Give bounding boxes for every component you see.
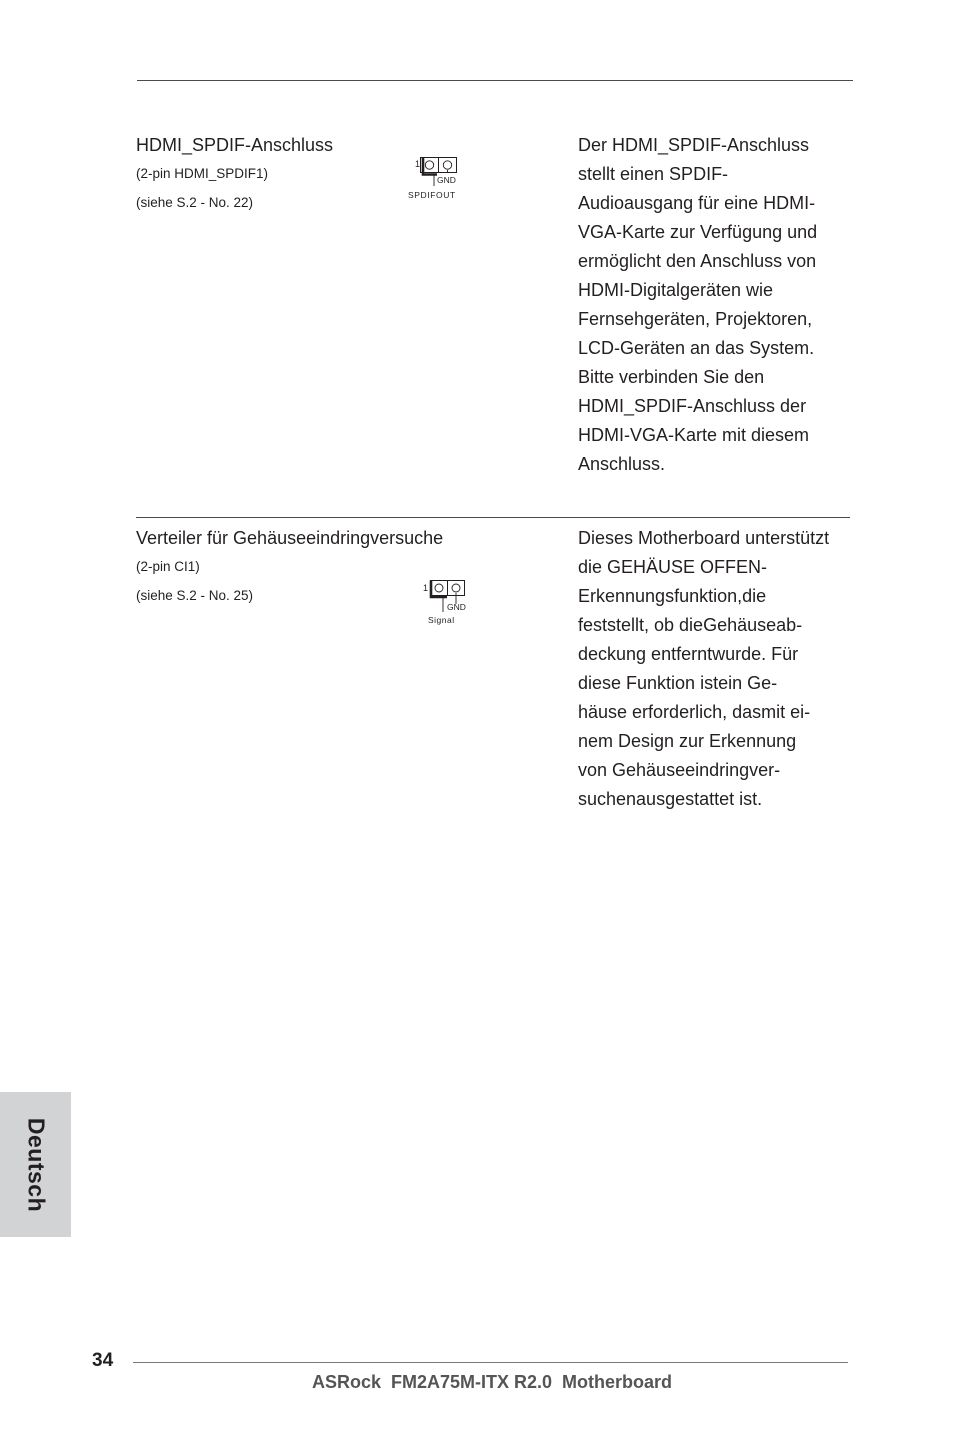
description-line: häuse erforderlich, dasmit ei- <box>578 702 811 722</box>
footer-rule <box>133 1362 848 1363</box>
chassis-intrusion-header-diagram <box>420 575 490 627</box>
description-line: diese Funktion istein Ge- <box>578 673 778 693</box>
description-line: deckung entferntwurde. Für <box>578 644 799 664</box>
gnd-label: GND <box>447 602 466 612</box>
page-number: 34 <box>92 1350 114 1371</box>
description-line: Der HDMI_SPDIF-Anschluss <box>578 135 810 155</box>
description-line: Anschluss. <box>578 454 666 474</box>
top-rule <box>137 80 853 81</box>
section-description <box>578 524 868 814</box>
connector-pin-1 <box>431 581 448 596</box>
description-line: stellt einen SPDIF- <box>578 164 729 184</box>
pin-spec: (2-pin HDMI_SPDIF1) <box>136 166 269 181</box>
description-line: Erkennungsfunktion,die <box>578 586 767 606</box>
description-line: Fernsehgeräten, Projektoren, <box>578 309 813 329</box>
description-line: HDMI_SPDIF-Anschluss der <box>578 396 807 416</box>
description-line: HDMI-VGA-Karte mit diesem <box>578 425 810 445</box>
language-label: Deutsch <box>23 1117 49 1212</box>
section-description <box>578 131 868 479</box>
description-line: Audioausgang für eine HDMI- <box>578 193 816 213</box>
pin1-label: 1 <box>415 159 421 169</box>
description-line: HDMI-Digitalgeräten wie <box>578 280 774 300</box>
description-line: VGA-Karte zur Verfügung und <box>578 222 818 242</box>
description-line: die GEHÄUSE OFFEN- <box>578 557 768 577</box>
gnd-label: GND <box>437 175 456 185</box>
description-line: LCD-Geräten an das System. <box>578 338 815 358</box>
section-title: Verteiler für Gehäuseeindringversuche <box>136 528 444 548</box>
description-line: feststellt, ob dieGehäuseab- <box>578 615 803 635</box>
footer-title: ASRock FM2A75M-ITX R2.0 Motherboard <box>312 1372 673 1392</box>
pin1-label: 1 <box>423 583 429 593</box>
description-line: von Gehäuseeindringver- <box>578 760 781 780</box>
description-line: Dieses Motherboard unterstützt <box>578 528 830 548</box>
hdmi-spdif-header-diagram <box>404 153 474 205</box>
pin-spec: (2-pin CI1) <box>136 559 200 574</box>
description-line: suchenausgestattet ist. <box>578 789 763 809</box>
description-line: nem Design zur Erkennung <box>578 731 797 751</box>
signal-label: SPDIFOUT <box>408 190 456 200</box>
language-side-tab <box>0 1092 71 1237</box>
page-reference: (siehe S.2 - No. 22) <box>136 195 254 210</box>
section-separator <box>136 517 850 518</box>
page-reference: (siehe S.2 - No. 25) <box>136 588 254 603</box>
section-title: HDMI_SPDIF-Anschluss <box>136 135 334 155</box>
description-line: ermöglicht den Anschluss von <box>578 251 817 271</box>
description-line: Bitte verbinden Sie den <box>578 367 765 387</box>
signal-label: Signal <box>428 615 455 625</box>
